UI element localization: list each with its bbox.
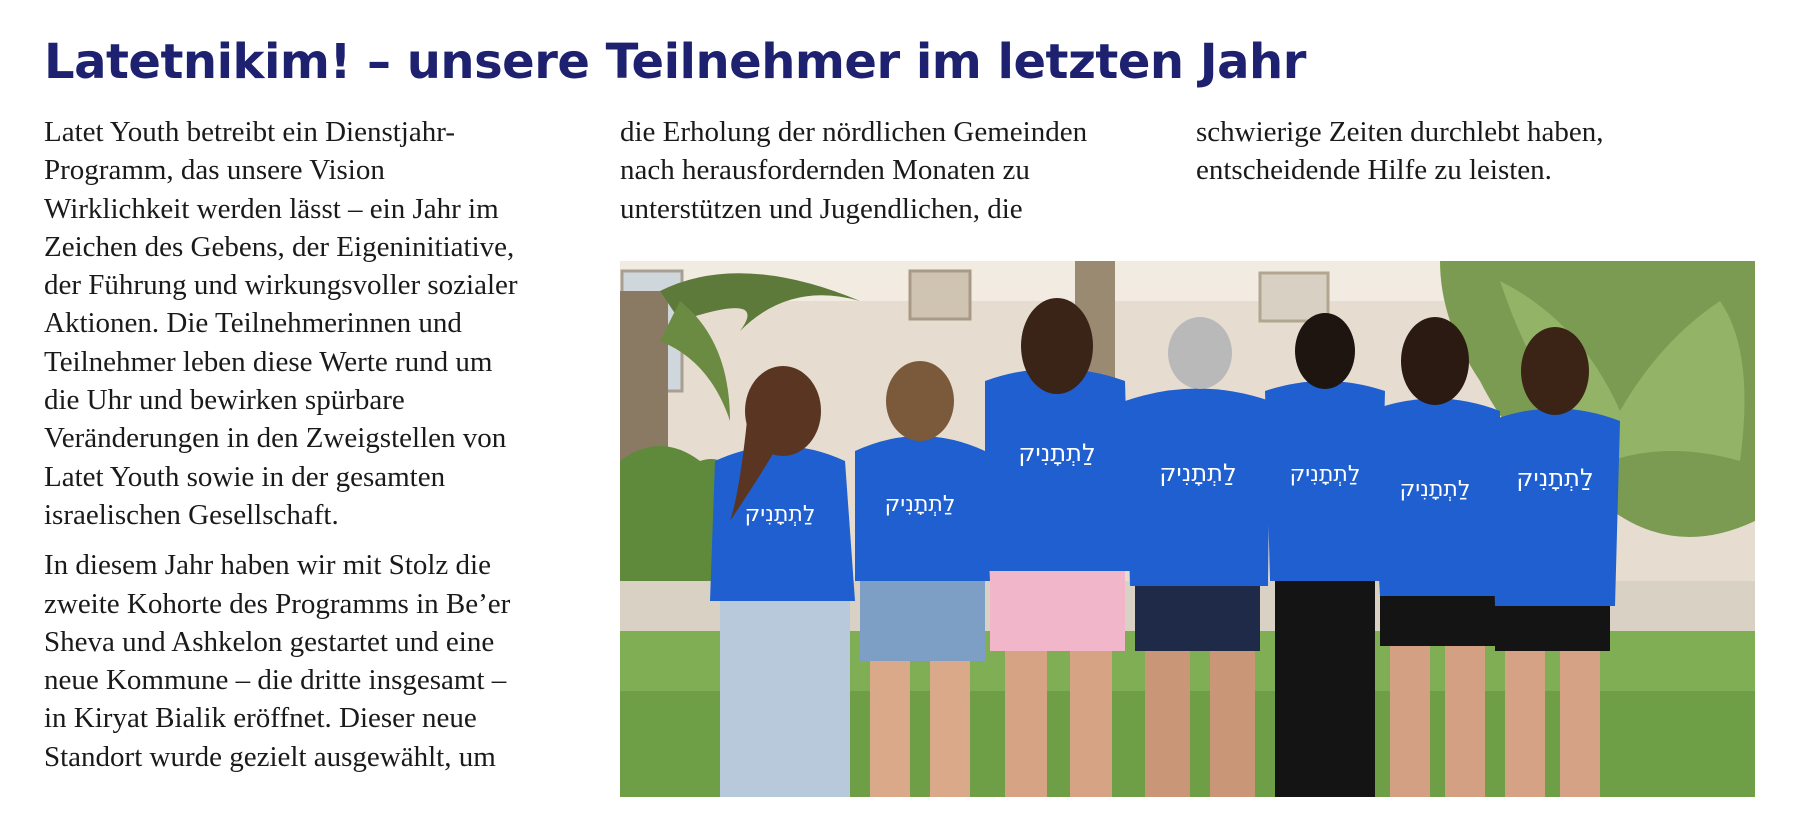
shirt-print: לַתְתָנִיק (744, 502, 816, 527)
group-photo-illustration (620, 261, 1755, 797)
text-line: der Führung und wirkungsvoller sozialer (44, 269, 518, 302)
text-line: Veränderungen in den Zweigstellen von (44, 422, 507, 455)
text-line: Sheva und Ashkelon gestartet und eine (44, 625, 495, 658)
text-line: Standort wurde gezielt ausgewählt, um (44, 740, 496, 773)
text-line: Wirklichkeit werden lässt – ein Jahr im (44, 192, 499, 225)
paragraph-program-intro (44, 113, 604, 534)
shirt-print: לַתְתָנִיק (884, 492, 956, 517)
text-column-2 (620, 113, 1180, 240)
text-line: entscheidende Hilfe zu leisten. (1196, 154, 1552, 187)
paragraph-continued (620, 113, 1180, 228)
text-line: unterstützen und Jugendlichen, die (620, 192, 1023, 225)
text-line: Aktionen. Die Teilnehmerinnen und (44, 307, 462, 340)
page-title: Latetnikim! – unsere Teilnehmer im letzten Jahr (44, 34, 1306, 90)
shirt-print: לַתְתָנִיק (1018, 439, 1096, 467)
shirt-print: לַתְתָנִיק (1159, 459, 1237, 487)
window (910, 271, 970, 319)
text-line: neue Kommune – die dritte insgesamt – (44, 664, 507, 697)
paragraph-continued-2 (1196, 113, 1756, 190)
text-line: Zeichen des Gebens, der Eigeninitiative, (44, 230, 515, 263)
text-line: Programm, das unsere Vision (44, 154, 385, 187)
text-line: In diesem Jahr haben wir mit Stolz die (44, 549, 491, 582)
text-line: Latet Youth betreibt ein Dienstjahr- (44, 116, 455, 148)
text-line: Latet Youth sowie in der gesamten (44, 460, 446, 493)
shirt-print: לַתְתָנִיק (1516, 464, 1594, 492)
text-line: schwierige Zeiten durchlebt haben, (1196, 116, 1604, 148)
text-line: in Kiryat Bialik eröffnet. Dieser neue (44, 702, 477, 735)
text-line: die Erholung der nördlichen Gemeinden (620, 116, 1088, 148)
text-line: nach herausfordernden Monaten zu (620, 154, 1030, 187)
text-column-1 (44, 113, 604, 788)
paragraph-this-year (44, 546, 604, 776)
group-photo (620, 261, 1755, 797)
text-line: die Uhr und bewirken spürbare (44, 384, 405, 417)
text-line: zweite Kohorte des Programms in Be’er (44, 587, 511, 620)
shirt-print: לַתְתָנִיק (1399, 477, 1471, 502)
window (1260, 273, 1328, 321)
text-column-3 (1196, 113, 1756, 202)
text-line: Teilnehmer leben diese Werte rund um (44, 345, 493, 378)
shirt-print: לַתְתָנִיק (1289, 462, 1361, 487)
text-line: israelischen Gesellschaft. (44, 498, 339, 531)
